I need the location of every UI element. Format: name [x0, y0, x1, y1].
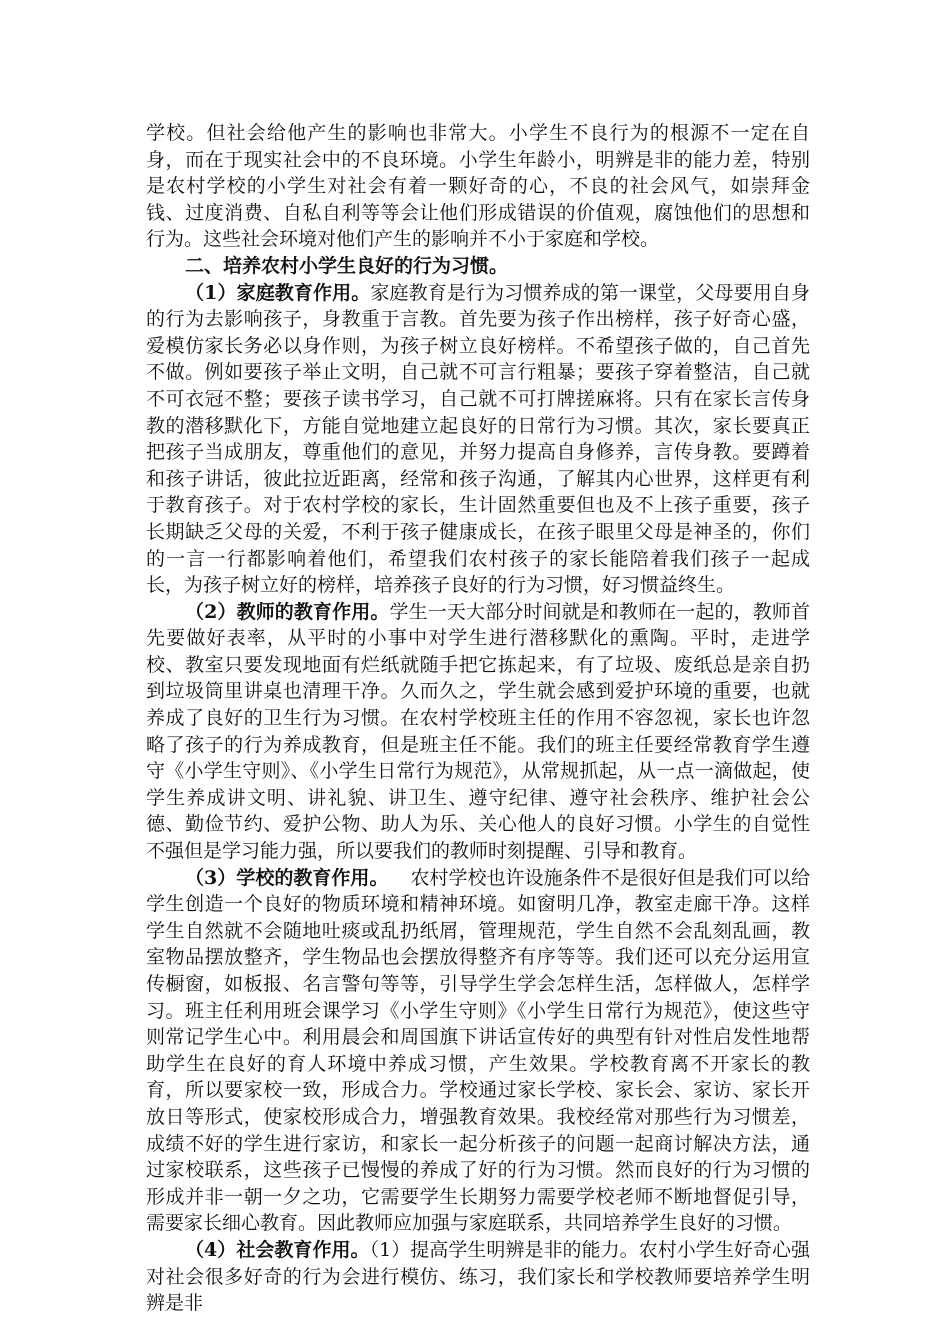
- paragraph-lead: （1）家庭教育作用。: [185, 281, 371, 304]
- paragraph-family-education: [146, 280, 810, 599]
- paragraph-lead: （2）教师的教育作用。: [185, 600, 390, 623]
- paragraph-school-education: [146, 865, 810, 1237]
- document-page: [146, 120, 810, 1317]
- intro-paragraph: 学校。但社会给他产生的影响也非常大。小学生不良行为的根源不一定在自身，而在于现实社会中的不良环境。小学生年龄小，明辨是非的能力差，特别是农村学校的小学生对社会有着一颗好奇的心，不良的社会风气，如崇拜金钱、过度消费、自私自利等等会让他们形成错误的价值观，腐蚀他们的思想和行为。这些社会环境对他们产生的影响并不小于家庭和学校。: [146, 122, 810, 251]
- paragraph-teacher-education: [146, 599, 810, 865]
- section-heading: 二、培养农村小学生良好的行为习惯。: [185, 254, 509, 277]
- paragraph-body: 学生一天大部分时间就是和教师在一起的，教师首先要做好表率，从平时的小事中对学生进行潜移默化的熏陶。平时，走进学校、教室只要发现地面有烂纸就随手把它拣起来，有了垃圾、废纸总是亲自扔到垃圾筒里讲桌也清理干净。久而久之，学生就会感到爱护环境的重要，也就养成了良好的卫生行为习惯。在农村学校班主任的作用不容忽视，家长也许忽略了孩子的行为养成教育，但是班主任不能。我们的班主任要经常教育学生遵守《小学生守则》、《小学生日常行为规范》，从常规抓起，从一点一滴做起，使学生养成讲文明、讲礼貌、讲卫生、遵守纪律、遵守社会秩序、维护社会公德、勤俭节约、爱护公物、助人为乐、关心他人的良好习惯。小学生的自觉性不强但是学习能力强，所以要我们的教师时刻提醒、引导和教育。: [146, 600, 810, 863]
- paragraph-lead: （4）社会教育作用。: [185, 1238, 370, 1261]
- paragraph-body: （1）提高学生明辨是非的能力。农村小学生好奇心强对社会很多好奇的行为会进行模仿、练习，我们家长和学校教师要培养学生明辨是非: [146, 1238, 810, 1315]
- paragraph-society-education: [146, 1237, 810, 1317]
- paragraph-lead: （3）学校的教育作用。: [185, 866, 389, 889]
- paragraph-body: 农村学校也许设施条件不是很好但是我们可以给学生创造一个良好的物质环境和精神环境。如窗明几净，教室走廊干净。这样学生自然就不会随地吐痰或乱扔纸屑，管理规范，学生自然不会乱刻乱画，教室物品摆放整齐，学生物品也会摆放得整齐有序等等。我们还可以充分运用宣传橱窗，如板报、名言警句等等，引导学生学会怎样生活，怎样做人，怎样学习。班主任利用班会课学习《小学生守则》《小学生日常行为规范》，使这些守则常记学生心中。利用晨会和周国旗下讲话宣传好的典型有针对性启发性地帮助学生在良好的育人环境中养成习惯，产生效果。学校教育离不开家长的教育，所以要家校一致，形成合力。学校通过家长学校、家长会、家访、家长开放日等形式，使家校形成合力，增强教育效果。我校经常对那些行为习惯差，成绩不好的学生进行家访，和家长一起分析孩子的问题一起商讨解决方法，通过家校联系，这些孩子已慢慢的养成了好的行为习惯。然而良好的行为习惯的形成并非一朝一夕之功，它需要学生长期努力需要学校老师不断地督促引导，需要家长细心教育。因此教师应加强与家庭联系，共同培养学生良好的习惯。: [146, 866, 810, 1235]
- paragraph-body: 家庭教育是行为习惯养成的第一课堂，父母要用自身的行为去影响孩子，身教重于言教。首先要为孩子作出榜样，孩子好奇心盛，爱模仿家长务必以身作则，为孩子树立良好榜样。不希望孩子做的，自己首先不做。例如要孩子举止文明，自己就不可言行粗暴；要孩子穿着整洁，自己就不可衣冠不整；要孩子读书学习，自己就不可打牌搓麻将。只有在家长言传身教的潜移默化下，方能自觉地建立起良好的日常行为习惯。其次，家长要真正把孩子当成朋友，尊重他们的意见，并努力提高自身修养，言传身教。要蹲着和孩子讲话，彼此拉近距离，经常和孩子沟通，了解其内心世界，这样更有利于教育孩子。对于农村学校的家长，生计固然重要但也及不上孩子重要，孩子长期缺乏父母的关爱，不利于孩子健康成长，在孩子眼里父母是神圣的，你们的一言一行都影响着他们，希望我们农村孩子的家长能陪着我们孩子一起成长，为孩子树立好的榜样，培养孩子良好的行为习惯，好习惯益终生。: [146, 281, 810, 597]
